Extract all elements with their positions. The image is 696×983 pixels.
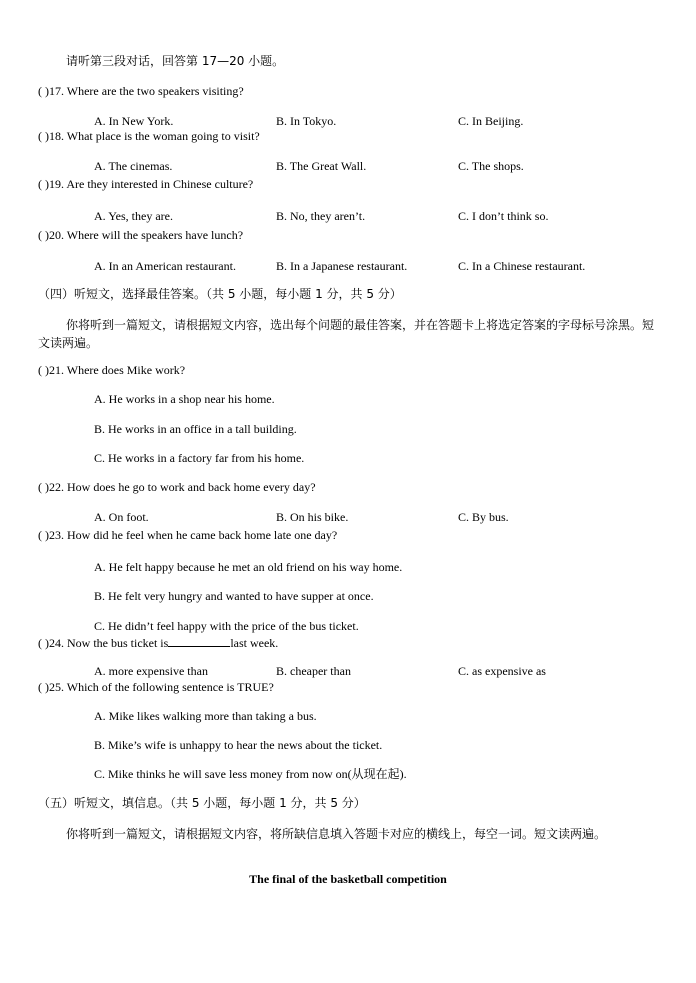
- q18-option-c: C. The shops.: [458, 159, 524, 173]
- q17-option-b: B. In Tokyo.: [276, 114, 337, 128]
- q21-option-a: A. He works in a shop near his home.: [94, 392, 275, 406]
- q25-option-b: B. Mike’s wife is unhappy to hear the news about the ticket.: [94, 738, 383, 752]
- q21-option-b: B. He works in an office in a tall building.: [94, 422, 297, 436]
- q20-option-a: A. In an American restaurant.: [94, 259, 236, 273]
- q19-option-a: A. Yes, they are.: [94, 209, 173, 223]
- q18-option-a: A. The cinemas.: [94, 159, 173, 173]
- q18-option-b: B. The Great Wall.: [276, 159, 367, 173]
- q24-stem-before: ( )24. Now the bus ticket is: [38, 636, 169, 650]
- question-22: ( )22. How does he go to work and back home every day?: [38, 480, 316, 494]
- passage-title: The final of the basketball competition: [249, 872, 447, 886]
- q24-option-b: B. cheaper than: [276, 664, 351, 678]
- q22-option-a: A. On foot.: [94, 510, 149, 524]
- question-17: ( )17. Where are the two speakers visiting?: [38, 84, 244, 98]
- q23-option-c: C. He didn’t feel happy with the price of the bus ticket.: [94, 619, 359, 633]
- section-5-heading: （五）听短文，填信息。（共 5 小题，每小题 1 分，共 5 分）: [38, 796, 366, 810]
- section-4-instruction: 你将听到一篇短文，请根据短文内容，选出每个问题的最佳答案，并在答题卡上将选定答案的字母标号涂黑。短文读两遍。: [38, 318, 655, 350]
- q17-option-a: A. In New York.: [94, 114, 174, 128]
- q25-option-c: C. Mike thinks he will save less money from now on(从现在起).: [94, 767, 407, 781]
- q20-option-c: C. In a Chinese restaurant.: [458, 259, 586, 273]
- q25-option-a: A. Mike likes walking more than taking a bus.: [94, 709, 317, 723]
- q24-stem-after: last week.: [230, 636, 279, 650]
- q19-option-c: C. I don’t think so.: [458, 209, 549, 223]
- q24-answer-blank: [168, 635, 230, 647]
- part3-instruction: 请听第三段对话，回答第 17—20 小题。: [66, 54, 285, 68]
- q17-option-c: C. In Beijing.: [458, 114, 524, 128]
- q20-option-b: B. In a Japanese restaurant.: [276, 259, 408, 273]
- q19-option-b: B. No, they aren’t.: [276, 209, 366, 223]
- question-19: ( )19. Are they interested in Chinese culture?: [38, 177, 254, 191]
- q24-option-c: C. as expensive as: [458, 664, 546, 678]
- q22-option-b: B. On his bike.: [276, 510, 349, 524]
- question-21: ( )21. Where does Mike work?: [38, 363, 186, 377]
- q21-option-c: C. He works in a factory far from his home.: [94, 451, 305, 465]
- section-4-heading: （四）听短文，选择最佳答案。（共 5 小题，每小题 1 分，共 5 分）: [38, 287, 402, 301]
- q23-option-a: A. He felt happy because he met an old friend on his way home.: [94, 560, 403, 574]
- question-18: ( )18. What place is the woman going to visit?: [38, 129, 260, 143]
- question-23: ( )23. How did he feel when he came back home late one day?: [38, 528, 338, 542]
- section-5-instruction: 你将听到一篇短文，请根据短文内容，将所缺信息填入答题卡对应的横线上，每空一词。短文读两遍。: [66, 827, 607, 841]
- question-24: [38, 635, 278, 650]
- q23-option-b: B. He felt very hungry and wanted to have supper at once.: [94, 589, 374, 603]
- q22-option-c: C. By bus.: [458, 510, 509, 524]
- question-25: ( )25. Which of the following sentence is TRUE?: [38, 680, 274, 694]
- question-20: ( )20. Where will the speakers have lunch?: [38, 228, 244, 242]
- q24-option-a: A. more expensive than: [94, 664, 208, 678]
